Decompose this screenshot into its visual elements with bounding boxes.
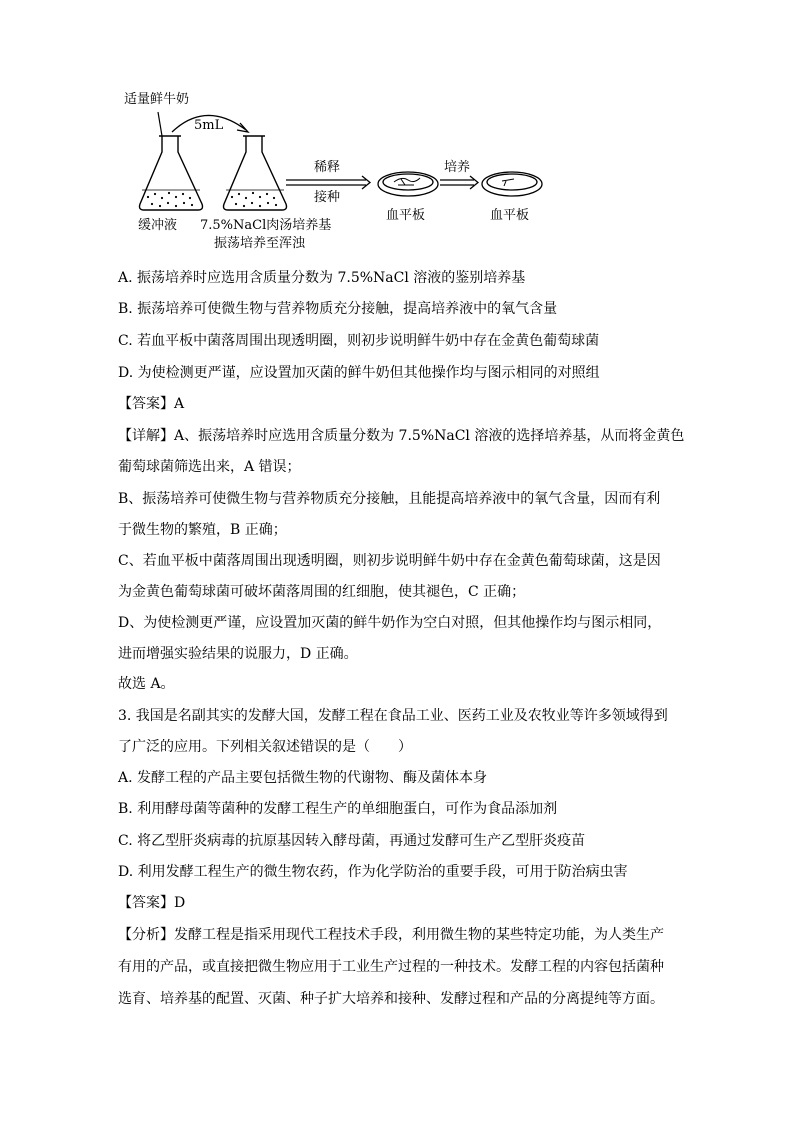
q2-conclusion: 故选 A。: [118, 676, 175, 692]
q3-answer: 【答案】D: [118, 895, 186, 911]
label-medium: 7.5%NaCl肉汤培养基: [200, 218, 332, 233]
label-inoculate: 接种: [314, 190, 341, 205]
q3-analysis-line: 选育、培养基的配置、灭菌、种子扩大培养和接种、发酵过程和产品的分离提纯等方面。: [118, 991, 664, 1007]
flask-buffer-liquid: [147, 192, 193, 207]
flask-buffer: [140, 136, 203, 210]
q2-detail-line: D、为使检测更严谨，应设置加灭菌的鲜牛奶作为空白对照，但其他操作均与图示相同，: [118, 615, 662, 631]
q2-detail-line: 为金黄色葡萄球菌可破坏菌落周围的红细胞，使其褪色，C 正确；: [118, 584, 526, 600]
q2-detail-line: C、若血平板中菌落周围出现透明圈，则初步说明鲜牛奶中存在金黄色葡萄球菌，这是因: [118, 553, 661, 569]
q3-option-c: C. 将乙型肝炎病毒的抗原基因转入酵母菌，再通过发酵可生产乙型肝炎疫苗: [118, 833, 586, 849]
culture-arrow: [440, 176, 478, 189]
label-milk: 适量鲜牛奶: [124, 92, 190, 107]
q2-detail-line: 【详解】A、振荡培养时应选用含质量分数为 7.5%NaCl 溶液的选择培养基，从而将金黄色: [118, 428, 685, 444]
q2-option-a: A. 振荡培养时应选用含质量分数为 7.5%NaCl 溶液的鉴别培养基: [118, 270, 526, 286]
label-plate-2: 血平板: [490, 208, 530, 223]
q3-analysis-line: 有用的产品，或直接把微生物应用于工业生产过程的一种技术。发酵工程的内容包括菌种: [118, 959, 664, 975]
q2-option-d: D. 为使检测更严谨，应设置加灭菌的鲜牛奶但其他操作均与图示相同的对照组: [118, 365, 600, 381]
q2-option-c: C. 若血平板中菌落周围出现透明圈，则初步说明鲜牛奶中存在金黄色葡萄球菌: [118, 333, 600, 349]
label-shake: 振荡培养至浑浊: [214, 236, 306, 251]
label-culture: 培养: [444, 160, 471, 175]
experiment-diagram: [118, 92, 558, 262]
q3-option-d: D. 利用发酵工程生产的微生物农药，作为化学防治的重要手段，可用于防治病虫害: [118, 864, 628, 880]
blood-plate-1: [378, 172, 438, 196]
blood-plate-2: [482, 172, 542, 196]
q3-option-a: A. 发酵工程的产品主要包括微生物的代谢物、酶及菌体本身: [118, 770, 488, 786]
q3-stem-line: 了广泛的应用。下列相关叙述错误的是（ ）: [118, 739, 412, 755]
q2-detail-line: 进而增强实验结果的说服力，D 正确。: [118, 646, 358, 662]
q3-option-b: B. 利用酵母菌等菌种的发酵工程生产的单细胞蛋白，可作为食品添加剂: [118, 801, 558, 817]
q2-detail-line: 于微生物的繁殖，B 正确；: [118, 522, 287, 538]
flask-medium: [224, 136, 287, 210]
q2-detail-line: 葡萄球菌筛选出来，A 错误；: [118, 459, 301, 475]
q3-analysis-line: 【分析】发酵工程是指采用现代工程技术手段，利用微生物的某些特定功能，为人类生产: [118, 927, 664, 943]
label-buffer: 缓冲液: [138, 218, 178, 233]
label-dilute: 稀释: [314, 160, 341, 175]
label-plate-1: 血平板: [386, 208, 426, 223]
flask-medium-liquid: [231, 192, 277, 207]
q3-stem-line: 3. 我国是名副其实的发酵大国，发酵工程在食品工业、医药工业及农牧业等许多领域得到: [118, 708, 668, 724]
q2-answer: 【答案】A: [118, 396, 185, 412]
experiment-figure: [118, 92, 558, 262]
label-volume: 5mL: [194, 118, 224, 133]
q2-option-b: B. 振荡培养可使微生物与营养物质充分接触，提高培养液中的氧气含量: [118, 301, 558, 317]
q2-detail-line: B、振荡培养可使微生物与营养物质充分接触，且能提高培养液中的氧气含量，因而有利: [118, 491, 661, 507]
dilute-arrow: [286, 176, 370, 189]
